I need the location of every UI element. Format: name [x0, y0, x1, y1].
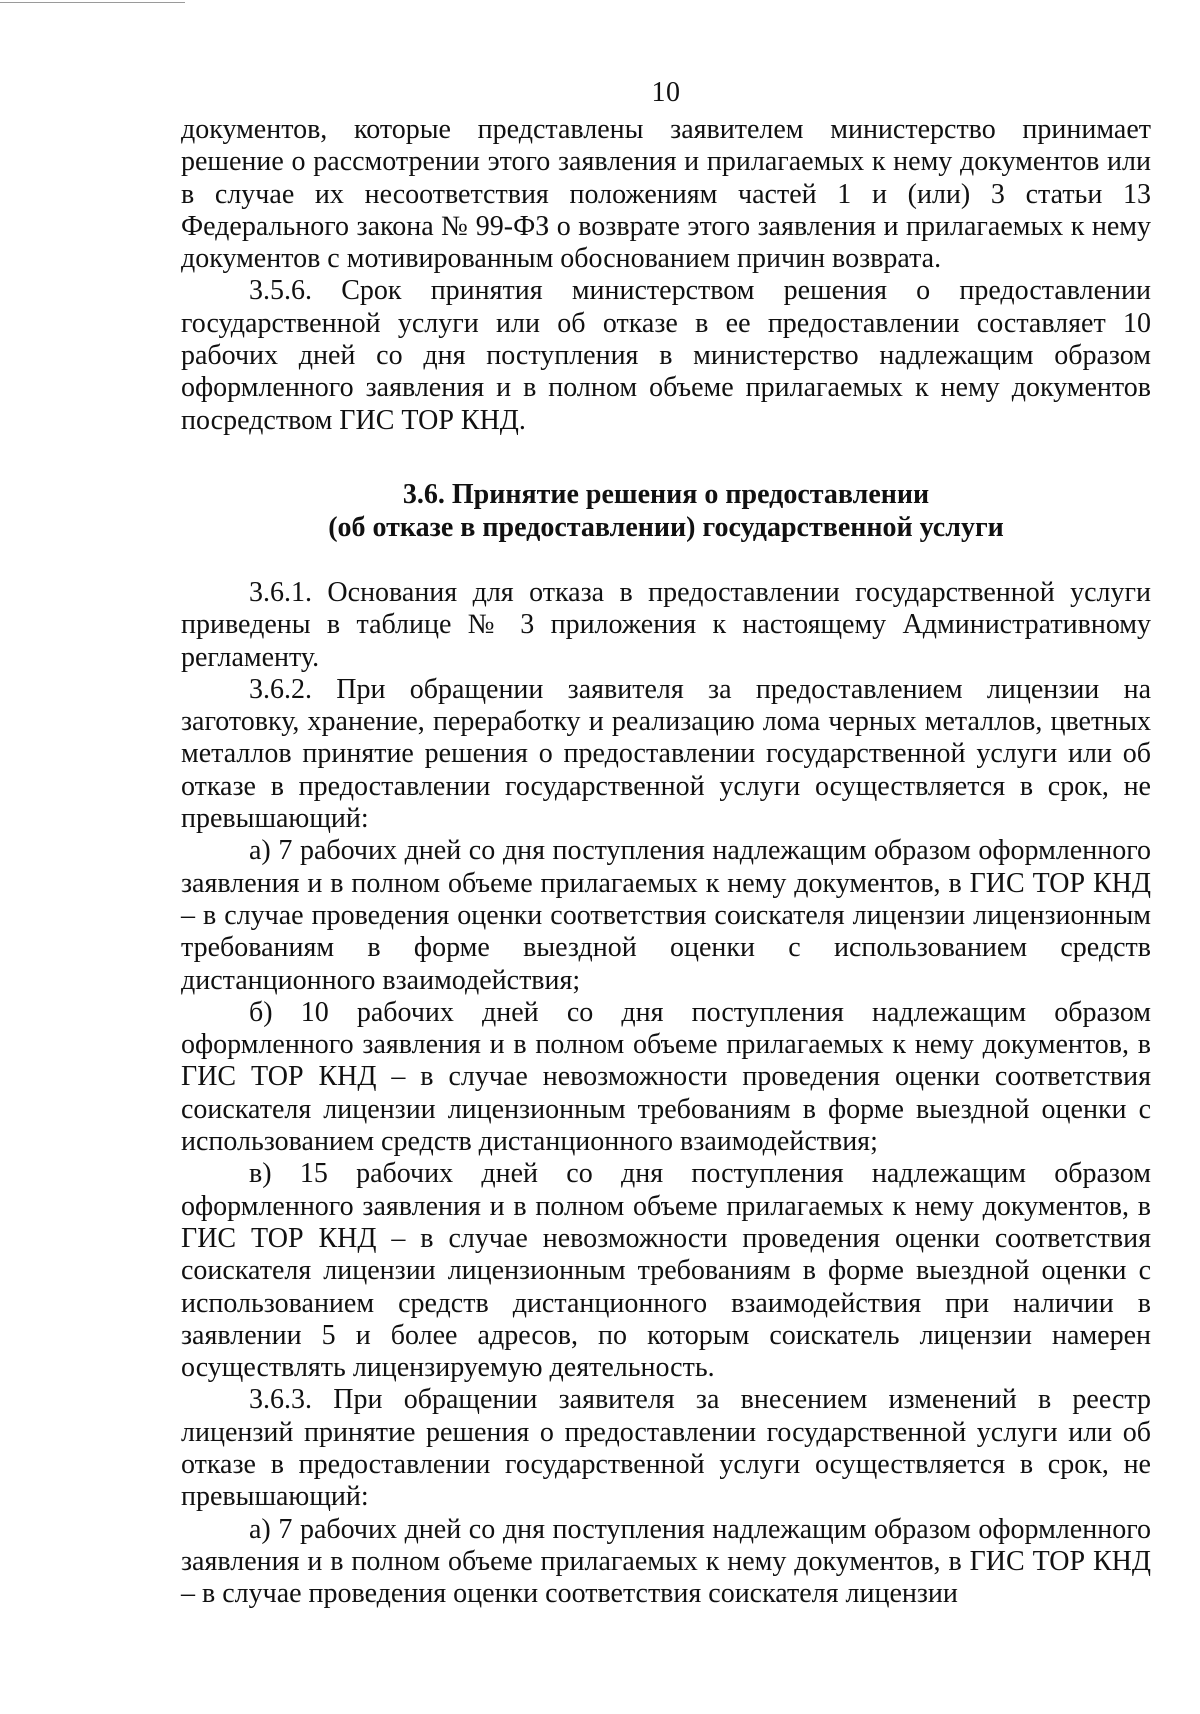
paragraph-3-6-3: 3.6.3. При обращении заявителя за внесением изменений в реестр лицензий принятие решения о предоставлении государственной услуги или об отказе в предоставлении государственной услуги осуществляется в срок, не превышающий:	[181, 1384, 1151, 1513]
spacer	[181, 544, 1151, 577]
list-item-v-3-6-2: в) 15 рабочих дней со дня поступления надлежащим образом оформленного заявления и в полном объеме прилагаемых к нему документов, в ГИС ТОР КНД – в случае невозможности проведения оценки соответствия соискателя лицензии лицензионным требованиям в форме выездной оценки с использованием средств дистанционного взаимодействия при наличии в заявлении 5 и более адресов, по которым соискатель лицензии намерен осуществлять лицензируемую деятельность.	[181, 1158, 1151, 1384]
list-item-a-3-6-2: а) 7 рабочих дней со дня поступления надлежащим образом оформленного заявления и в полном объеме прилагаемых к нему документов, в ГИС ТОР КНД – в случае проведения оценки соответствия соискателя лицензии лицензионным требованиям в форме выездной оценки с использованием средств дистанционного взаимодействия;	[181, 835, 1151, 996]
list-item-b-3-6-2: б) 10 рабочих дней со дня поступления надлежащим образом оформленного заявления и в полном объеме прилагаемых к нему документов, в ГИС ТОР КНД – в случае невозможности проведения оценки соответствия соискателя лицензии лицензионным требованиям в форме выездной оценки с использованием средств дистанционного взаимодействия;	[181, 996, 1151, 1158]
section-heading-line-1: 3.6. Принятие решения о предоставлении	[402, 478, 930, 510]
document-page	[181, 76, 1151, 1610]
paragraph-continuation: документов, которые представлены заявителем министерство принимает решение о рассмотрении этого заявления и прилагаемых к нему документов или в случае их несоответствия положениям частей 1 и (или) 3 статьи 13 Федерального закона № 99-ФЗ о возврате этого заявления и прилагаемых к нему документов с мотивированным обоснованием причин возврата.	[181, 114, 1151, 275]
paragraph-3-6-2: 3.6.2. При обращении заявителя за предоставлением лицензии на заготовку, хранение, переработку и реализацию лома черных металлов, цветных металлов принятие решения о предоставлении государственной услуги или об отказе в предоставлении государственной услуги осуществляется в срок, не превышающий:	[181, 673, 1151, 835]
section-heading-line-2: (об отказе в предоставлении) государственной услуги	[328, 511, 1004, 543]
paragraph-3-6-1: 3.6.1. Основания для отказа в предоставлении государственной услуги приведены в таблице № 3 приложения к настоящему Административному регламенту.	[181, 576, 1151, 673]
list-item-a-3-6-3: а) 7 рабочих дней со дня поступления надлежащим образом оформленного заявления и в полном объеме прилагаемых к нему документов, в ГИС ТОР КНД – в случае проведения оценки соответствия соискателя лицензии	[181, 1513, 1151, 1610]
scan-edge-rule	[0, 2, 185, 3]
page-number: 10	[651, 77, 681, 108]
paragraph-3-5-6: 3.5.6. Срок принятия министерством решения о предоставлении государственной услуги или об отказе в ее предоставлении составляет 10 рабочих дней со дня поступления в министерство надлежащим образом оформленного заявления и в полном объеме прилагаемых к нему документов посредством ГИС ТОР КНД.	[181, 275, 1151, 436]
spacer	[181, 437, 1151, 478]
